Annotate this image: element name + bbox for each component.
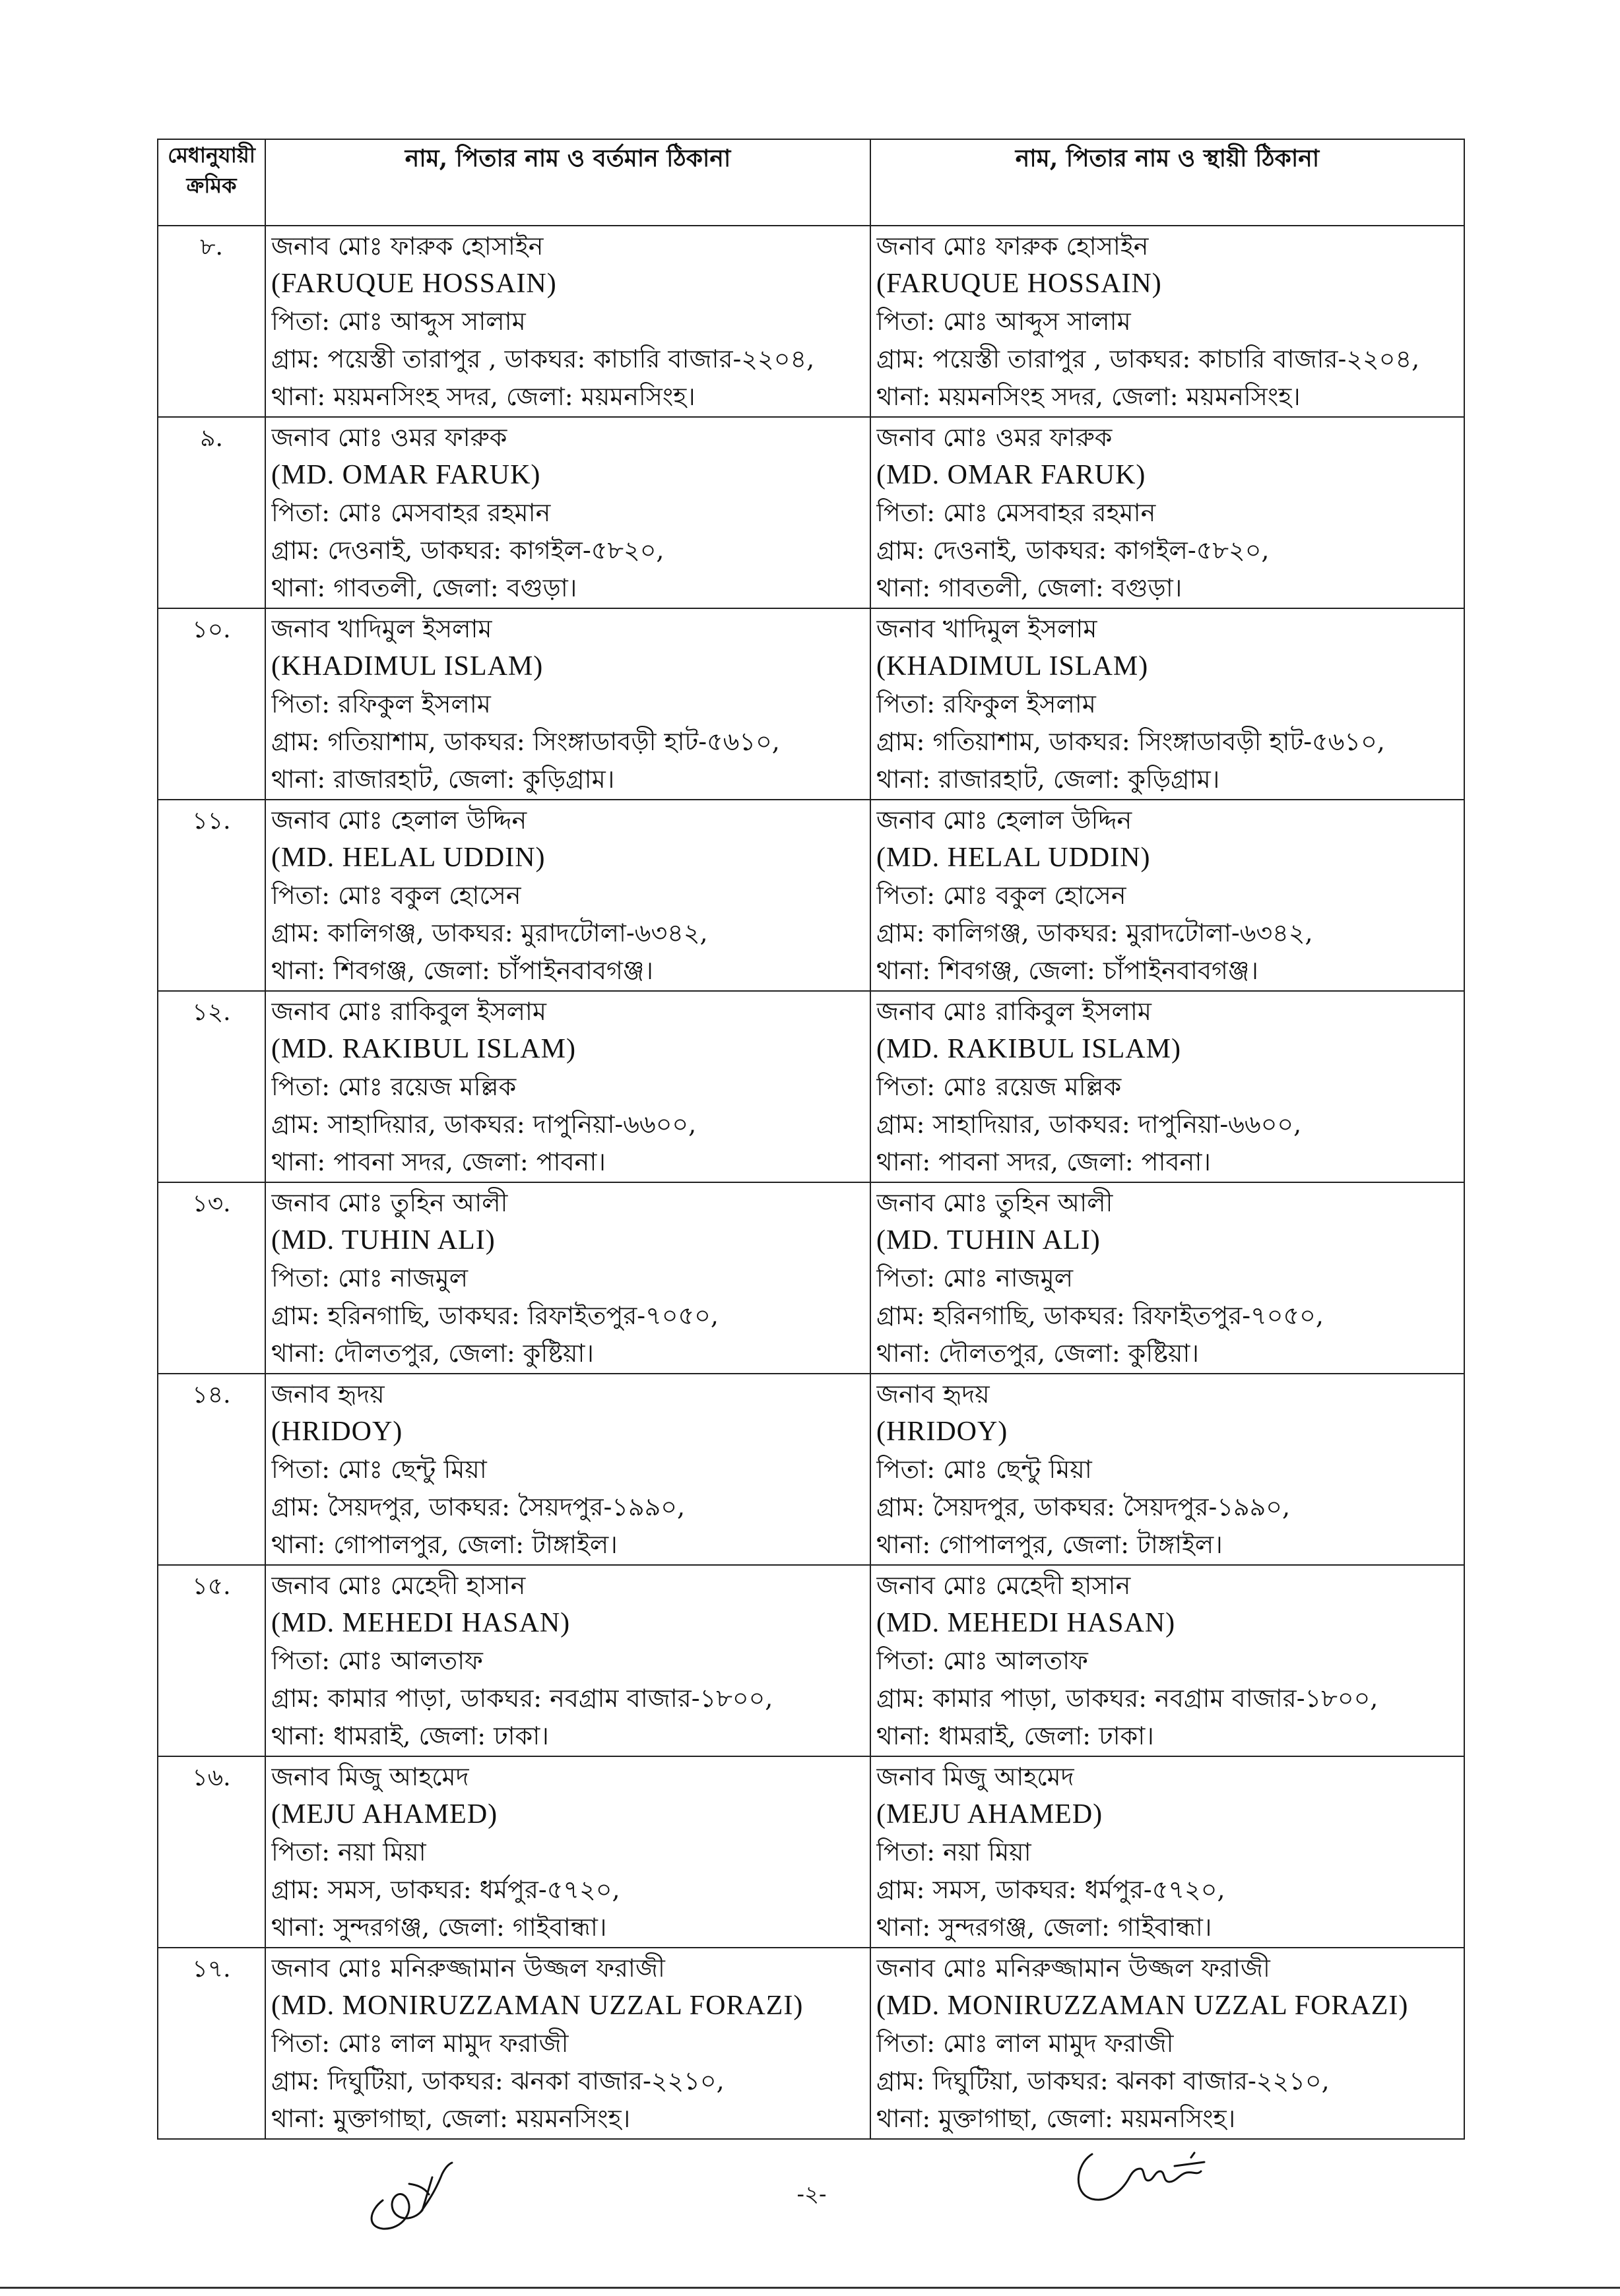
permanent-address-cell: [870, 1374, 1464, 1565]
name-line: জনাব মোঃ ওমর ফারুক: [271, 423, 507, 452]
merit-list-table: [157, 139, 1465, 2140]
permanent-address-cell: [870, 1948, 1464, 2139]
name-line: জনাব মোঃ মনিরুজ্জামান উজ্জল ফরাজী: [876, 1954, 1270, 1983]
father-name-line: পিতা: মোঃ লাল মামুদ ফরাজী: [271, 2029, 569, 2058]
english-name-line: (FARUQUE HOSSAIN): [876, 269, 1162, 299]
english-name-line: (KHADIMUL ISLAM): [876, 651, 1149, 682]
bottom-rule: [0, 2287, 1620, 2289]
serial-number: ১৭.: [158, 1948, 265, 2139]
table-row: [158, 800, 1464, 991]
permanent-address-cell: [870, 417, 1464, 608]
table-header: [158, 139, 1464, 226]
father-name-line: পিতা: মোঃ নাজমুল: [876, 1263, 1074, 1292]
name-line: জনাব মোঃ ফারুক হোসাইন: [271, 232, 544, 261]
permanent-address-cell: [870, 226, 1464, 417]
serial-number: ১৩.: [158, 1182, 265, 1374]
name-line: জনাব মোঃ ফারুক হোসাইন: [876, 232, 1149, 261]
name-line: জনাব মোঃ তুহিন আলী: [271, 1188, 508, 1217]
father-name-line: পিতা: রফিকুল ইসলাম: [271, 689, 491, 718]
table-row: [158, 608, 1464, 800]
permanent-address-cell: [870, 1182, 1464, 1374]
english-name-line: (FARUQUE HOSSAIN): [271, 269, 557, 299]
father-name-line: পিতা: মোঃ রয়েজ মল্লিক: [876, 1072, 1122, 1101]
thana-district-line: থানা: ধামরাই, জেলা: ঢাকা।: [876, 1721, 1154, 1750]
village-post-line: গ্রাম: সমস, ডাকঘর: ধর্মপুর-৫৭২০,: [271, 1875, 620, 1904]
father-name-line: পিতা: মোঃ লাল মামুদ ফরাজী: [876, 2029, 1174, 2058]
father-name-line: পিতা: মোঃ আলতাফ: [876, 1646, 1088, 1675]
father-name-line: পিতা: মোঃ বকুল হোসেন: [876, 881, 1126, 910]
english-name-line: (MEJU AHAMED): [271, 1799, 498, 1830]
english-name-line: (HRIDOY): [271, 1417, 403, 1447]
father-name-line: পিতা: মোঃ ছেন্টু মিয়া: [271, 1455, 487, 1484]
table-row: [158, 417, 1464, 608]
english-name-line: (MD. TUHIN ALI): [876, 1225, 1101, 1256]
name-line: জনাব খাদিমুল ইসলাম: [876, 614, 1097, 643]
english-name-line: (MD. OMAR FARUK): [271, 460, 541, 490]
table-row: [158, 991, 1464, 1182]
thana-district-line: থানা: গোপালপুর, জেলা: টাঙ্গাইল।: [876, 1530, 1223, 1559]
village-post-line: গ্রাম: গতিয়াশাম, ডাকঘর: সিংঙ্গাডাবড়ী হাট-৫৬১০,: [876, 727, 1385, 756]
serial-number: ১২.: [158, 991, 265, 1182]
serial-number: ৮.: [158, 226, 265, 417]
thana-district-line: থানা: শিবগঞ্জ, জেলা: চাঁপাইনবাবগঞ্জ।: [271, 956, 653, 985]
english-name-line: (MD. MEHEDI HASAN): [271, 1608, 571, 1638]
name-line: জনাব মোঃ হেলাল উদ্দিন: [271, 806, 527, 835]
thana-district-line: থানা: দৌলতপুর, জেলা: কুষ্টিয়া।: [876, 1339, 1200, 1368]
english-name-line: (MD. HELAL UDDIN): [271, 843, 546, 873]
village-post-line: গ্রাম: কালিগঞ্জ, ডাকঘর: মুরাদটোলা-৬৩৪২,: [271, 918, 708, 947]
current-address-column-header: নাম, পিতার নাম ও বর্তমান ঠিকানা: [265, 139, 870, 226]
father-name-line: পিতা: মোঃ আলতাফ: [271, 1646, 483, 1675]
father-name-line: পিতা: মোঃ রয়েজ মল্লিক: [271, 1072, 517, 1101]
thana-district-line: থানা: সুন্দরগঞ্জ, জেলা: গাইবান্ধা।: [271, 1913, 607, 1942]
serial-number: ৯.: [158, 417, 265, 608]
permanent-address-column-header: নাম, পিতার নাম ও স্থায়ী ঠিকানা: [870, 139, 1464, 226]
thana-district-line: থানা: ধামরাই, জেলা: ঢাকা।: [271, 1721, 549, 1750]
serial-number: ১৪.: [158, 1374, 265, 1565]
right-signature-icon: [1062, 2128, 1227, 2214]
current-address-cell: [265, 1374, 870, 1565]
name-line: জনাব মিজু আহমেদ: [876, 1762, 1074, 1791]
permanent-address-cell: [870, 1565, 1464, 1756]
father-name-line: পিতা: রফিকুল ইসলাম: [876, 689, 1096, 718]
village-post-line: গ্রাম: পয়েস্তী তারাপুর , ডাকঘর: কাচারি বাজার-২২০৪,: [876, 344, 1420, 373]
english-name-line: (KHADIMUL ISLAM): [271, 651, 544, 682]
page-number: -২-: [796, 2181, 827, 2208]
current-address-cell: [265, 226, 870, 417]
name-line: জনাব খাদিমুল ইসলাম: [271, 614, 492, 643]
table-row: [158, 1182, 1464, 1374]
thana-district-line: থানা: রাজারহাট, জেলা: কুড়িগ্রাম।: [876, 765, 1220, 794]
serial-number: ১১.: [158, 800, 265, 991]
permanent-address-cell: [870, 608, 1464, 800]
father-name-line: পিতা: মোঃ ছেন্টু মিয়া: [876, 1455, 1092, 1484]
current-address-cell: [265, 1565, 870, 1756]
village-post-line: গ্রাম: হরিনগাছি, ডাকঘর: রিফাইতপুর-৭০৫০,: [876, 1301, 1324, 1330]
english-name-line: (HRIDOY): [876, 1417, 1008, 1447]
current-address-cell: [265, 991, 870, 1182]
serial-number: ১৬.: [158, 1756, 265, 1948]
village-post-line: গ্রাম: সাহাদিয়ার, ডাকঘর: দাপুনিয়া-৬৬০০,: [876, 1110, 1302, 1139]
current-address-cell: [265, 1948, 870, 2139]
table-row: [158, 226, 1464, 417]
village-post-line: গ্রাম: সমস, ডাকঘর: ধর্মপুর-৫৭২০,: [876, 1875, 1225, 1904]
name-line: জনাব মোঃ মেহেদী হাসান: [271, 1571, 526, 1600]
village-post-line: গ্রাম: দেওনাই, ডাকঘর: কাগইল-৫৮২০,: [271, 536, 664, 565]
permanent-address-cell: [870, 991, 1464, 1182]
name-line: জনাব মোঃ রাকিবুল ইসলাম: [271, 997, 547, 1026]
serial-column-header: মেধানুযায়ী ক্রমিক: [158, 139, 265, 226]
english-name-line: (MD. MONIRUZZAMAN UZZAL FORAZI): [876, 1991, 1409, 2021]
thana-district-line: থানা: সুন্দরগঞ্জ, জেলা: গাইবান্ধা।: [876, 1913, 1212, 1942]
village-post-line: গ্রাম: দেওনাই, ডাকঘর: কাগইল-৫৮২০,: [876, 536, 1270, 565]
table-body: [158, 226, 1464, 2139]
thana-district-line: থানা: মুক্তাগাছা, জেলা: ময়মনসিংহ।: [271, 2104, 631, 2133]
left-signature-icon: [343, 2138, 475, 2237]
father-name-line: পিতা: নয়া মিয়া: [271, 1837, 426, 1866]
thana-district-line: থানা: গাবতলী, জেলা: বগুড়া।: [271, 573, 577, 602]
father-name-line: পিতা: নয়া মিয়া: [876, 1837, 1031, 1866]
table-row: [158, 1756, 1464, 1948]
name-line: জনাব হৃদয়: [876, 1380, 990, 1409]
thana-district-line: থানা: পাবনা সদর, জেলা: পাবনা।: [876, 1147, 1211, 1176]
permanent-address-cell: [870, 1756, 1464, 1948]
thana-district-line: থানা: গাবতলী, জেলা: বগুড়া।: [876, 573, 1183, 602]
thana-district-line: থানা: ময়মনসিংহ সদর, জেলা: ময়মনসিংহ।: [271, 382, 696, 411]
name-line: জনাব মোঃ রাকিবুল ইসলাম: [876, 997, 1152, 1026]
name-line: জনাব মোঃ মেহেদী হাসান: [876, 1571, 1131, 1600]
name-line: জনাব মোঃ মনিরুজ্জামান উজ্জল ফরাজী: [271, 1954, 665, 1983]
table-row: [158, 1948, 1464, 2139]
current-address-cell: [265, 1756, 870, 1948]
english-name-line: (MD. HELAL UDDIN): [876, 843, 1151, 873]
thana-district-line: থানা: শিবগঞ্জ, জেলা: চাঁপাইনবাবগঞ্জ।: [876, 956, 1258, 985]
current-address-cell: [265, 800, 870, 991]
current-address-cell: [265, 608, 870, 800]
name-line: জনাব মোঃ হেলাল উদ্দিন: [876, 806, 1132, 835]
permanent-address-cell: [870, 800, 1464, 991]
table-row: [158, 1565, 1464, 1756]
father-name-line: পিতা: মোঃ নাজমুল: [271, 1263, 469, 1292]
village-post-line: গ্রাম: হরিনগাছি, ডাকঘর: রিফাইতপুর-৭০৫০,: [271, 1301, 719, 1330]
thana-district-line: থানা: দৌলতপুর, জেলা: কুষ্টিয়া।: [271, 1339, 595, 1368]
father-name-line: পিতা: মোঃ আব্দুস সালাম: [271, 307, 526, 336]
serial-number: ১০.: [158, 608, 265, 800]
father-name-line: পিতা: মোঃ আব্দুস সালাম: [876, 307, 1131, 336]
father-name-line: পিতা: মোঃ মেসবাহর রহমান: [876, 498, 1156, 527]
village-post-line: গ্রাম: গতিয়াশাম, ডাকঘর: সিংঙ্গাডাবড়ী হাট-৫৬১০,: [271, 727, 780, 756]
name-line: জনাব হৃদয়: [271, 1380, 385, 1409]
name-line: জনাব মিজু আহমেদ: [271, 1762, 469, 1791]
english-name-line: (MD. OMAR FARUK): [876, 460, 1146, 490]
name-line: জনাব মোঃ তুহিন আলী: [876, 1188, 1113, 1217]
english-name-line: (MEJU AHAMED): [876, 1799, 1103, 1830]
thana-district-line: থানা: মুক্তাগাছা, জেলা: ময়মনসিংহ।: [876, 2104, 1236, 2133]
village-post-line: গ্রাম: কামার পাড়া, ডাকঘর: নবগ্রাম বাজার-১৮০০,: [271, 1684, 773, 1713]
village-post-line: গ্রাম: দিঘুটিয়া, ডাকঘর: ঝনকা বাজার-২২১০,: [271, 2066, 725, 2095]
father-name-line: পিতা: মোঃ মেসবাহর রহমান: [271, 498, 551, 527]
table-row: [158, 1374, 1464, 1565]
serial-number: ১৫.: [158, 1565, 265, 1756]
thana-district-line: থানা: ময়মনসিংহ সদর, জেলা: ময়মনসিংহ।: [876, 382, 1301, 411]
thana-district-line: থানা: গোপালপুর, জেলা: টাঙ্গাইল।: [271, 1530, 618, 1559]
thana-district-line: থানা: পাবনা সদর, জেলা: পাবনা।: [271, 1147, 606, 1176]
english-name-line: (MD. TUHIN ALI): [271, 1225, 496, 1256]
father-name-line: পিতা: মোঃ বকুল হোসেন: [271, 881, 521, 910]
village-post-line: গ্রাম: কালিগঞ্জ, ডাকঘর: মুরাদটোলা-৬৩৪২,: [876, 918, 1313, 947]
name-line: জনাব মোঃ ওমর ফারুক: [876, 423, 1113, 452]
current-address-cell: [265, 1182, 870, 1374]
thana-district-line: থানা: রাজারহাট, জেলা: কুড়িগ্রাম।: [271, 765, 615, 794]
current-address-cell: [265, 417, 870, 608]
village-post-line: গ্রাম: সৈয়দপুর, ডাকঘর: সৈয়দপুর-১৯৯০,: [876, 1492, 1291, 1521]
village-post-line: গ্রাম: সাহাদিয়ার, ডাকঘর: দাপুনিয়া-৬৬০০,: [271, 1110, 697, 1139]
english-name-line: (MD. MONIRUZZAMAN UZZAL FORAZI): [271, 1991, 804, 2021]
village-post-line: গ্রাম: কামার পাড়া, ডাকঘর: নবগ্রাম বাজার-১৮০০,: [876, 1684, 1378, 1713]
village-post-line: গ্রাম: সৈয়দপুর, ডাকঘর: সৈয়দপুর-১৯৯০,: [271, 1492, 686, 1521]
english-name-line: (MD. MEHEDI HASAN): [876, 1608, 1176, 1638]
village-post-line: গ্রাম: পয়েস্তী তারাপুর , ডাকঘর: কাচারি বাজার-২২০৪,: [271, 344, 815, 373]
english-name-line: (MD. RAKIBUL ISLAM): [876, 1034, 1181, 1064]
village-post-line: গ্রাম: দিঘুটিয়া, ডাকঘর: ঝনকা বাজার-২২১০,: [876, 2066, 1330, 2095]
english-name-line: (MD. RAKIBUL ISLAM): [271, 1034, 576, 1064]
